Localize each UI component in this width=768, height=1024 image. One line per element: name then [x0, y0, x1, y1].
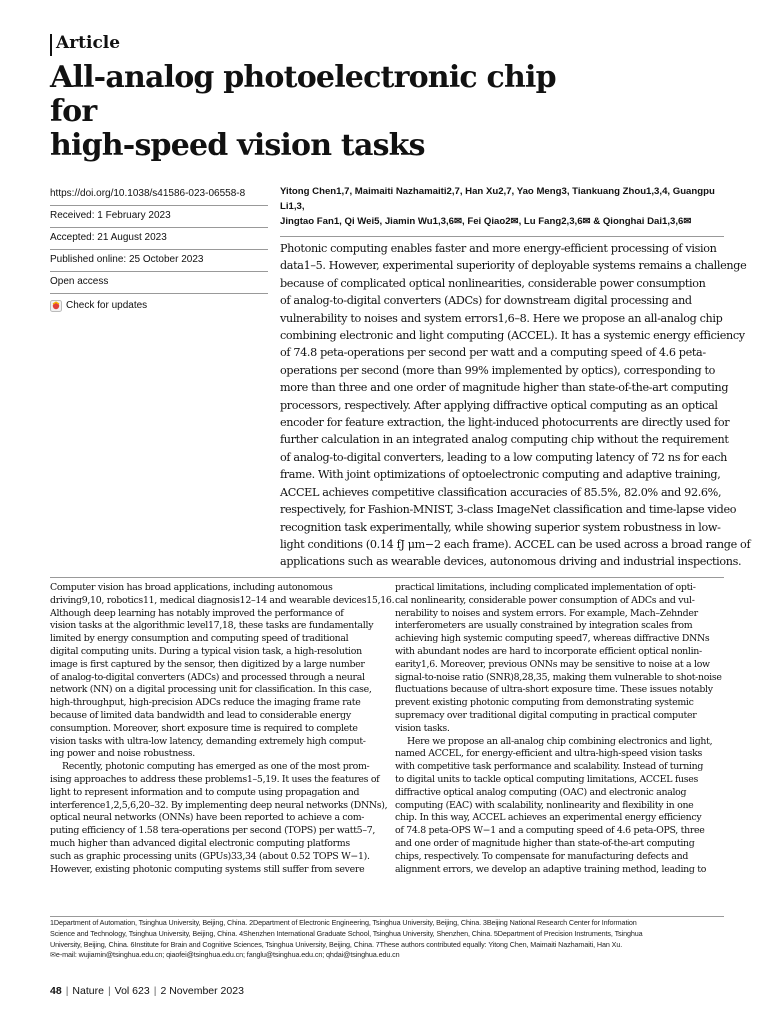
body-text-line: prevent existing photonic computing from demonstrating systemic [395, 697, 694, 709]
body-text-line: fluctuations because of ultra-short exposure time. These issues notably [395, 684, 713, 696]
body-text-line: Although deep learning has notably improved the performance of [50, 607, 344, 619]
abstract-line: vulnerability to noises and system errors1,6–8. Here we propose an all-analog chip [280, 311, 723, 325]
abstract-line: recognition task experimentally, while showing superior system robustness in low- [280, 520, 721, 534]
doi-link[interactable]: https://doi.org/10.1038/s41586-023-06558-8 [50, 184, 268, 206]
body-text-line: much higher than advanced digital electronic computing platforms [50, 837, 350, 849]
body-text-line: of 74.8 peta-OPS W−1 and a computing speed of 4.6 peta-OPS, three [395, 825, 705, 837]
article-type-label: Article [56, 33, 121, 53]
body-text-line: consumption. Moreover, short exposure time is required to complete [50, 722, 358, 734]
abstract-line: of analog-to-digital converters (ADCs) for downstream digital processing and [280, 294, 692, 308]
abstract-line: light conditions (0.14 fJ μm−2 each frame). ACCEL can be used across a broad range of [280, 537, 751, 551]
body-text-line: high-throughput, high-precision ADCs reduce the imaging frame rate [50, 697, 361, 709]
check-updates-link[interactable] [50, 294, 268, 316]
body-text-line: Recently, photonic computing has emerged as one of the most prom- [62, 761, 370, 773]
body-text-line: signal-to-noise ratio (SNR)8,28,35, making them vulnerable to shot-noise [395, 671, 722, 683]
published-date: Published online: 25 October 2023 [50, 250, 268, 272]
abstract-line: frame. With joint optimizations of optoelectronic computing and adaptive training, [280, 468, 721, 482]
journal-volume: Vol 623 [114, 985, 150, 997]
abstract-line: of analog-to-digital converters, leading to a low computing latency of 72 ns for each [280, 450, 728, 464]
body-text-line: alignment errors, we develop an adaptive training method, leading to [395, 863, 707, 875]
body-text-line: vision tasks. [395, 722, 450, 734]
abstract-line: of 74.8 peta-operations per second per watt and a computing speed of 4.6 peta- [280, 346, 706, 360]
body-text-line: chips, respectively. To compensate for manufacturing defects and [395, 850, 689, 862]
body-text-line: cal nonlinearity, considerable power consumption of ADCs and vul- [395, 594, 695, 606]
body-text-line: and one order of magnitude higher than state-of-the-art computing [395, 837, 695, 849]
body-text-line: nerability to noises and system errors. For example, Mach–Zehnder [395, 607, 698, 619]
body-text-line: Here we propose an all-analog chip combining electronics and light, [407, 735, 713, 747]
title-line-2: high-speed vision tasks [50, 128, 425, 163]
affiliations-footnote [50, 918, 730, 961]
body-text-line: earity1,6. Moreover, previous ONNs may be sensitive to noise at a low [395, 658, 710, 670]
accepted-date: Accepted: 21 August 2023 [50, 228, 268, 250]
abstract-rule [280, 236, 724, 237]
body-text-line: However, existing photonic computing systems still suffer from severe [50, 863, 365, 875]
title-line-1: All-analog photoelectronic chip for [50, 60, 556, 129]
footnote-line: 1Department of Automation, Tsinghua University, Beijing, China. 2Department of Electronic Engineering, Tsinghua University, Beijing, China. 3Beijing National Research Center for Information [50, 918, 637, 927]
body-text-line: puting efficiency of 1.58 tera-operations per second (TOPS) per watt5–7, [50, 825, 376, 837]
author-line-1: Yitong Chen1,7, Maimaiti Nazhamaiti2,7, Han Xu2,7, Yao Meng3, Tiankuang Zhou1,3,4, Guangpu Li1,3, [280, 186, 715, 212]
check-updates-icon [50, 300, 62, 312]
body-text-line: computing (EAC) with scalability, nonlinearity and flexibility in one [395, 799, 694, 811]
body-text-line: because of limited data bandwidth and lead to considerable energy [50, 709, 351, 721]
footer-separator: | [65, 985, 69, 997]
body-text-line: chip. In this way, ACCEL achieves an experimental energy efficiency [395, 812, 702, 824]
abstract-line: processors, respectively. After applying diffractive optical computing as an optical [280, 398, 718, 412]
check-updates-label: Check for updates [66, 300, 148, 311]
body-text-line: practical limitations, including complicated implementation of opti- [395, 582, 696, 593]
body-text-line: achieving high systemic computing speed7, whereas diffractive DNNs [395, 633, 710, 645]
abstract-line: operations per second (more than 99% implemented by optics), corresponding to [280, 363, 716, 377]
footnote-line: Science and Technology, Tsinghua University, Beijing, China. 4Shenzhen International Graduate School, Tsinghua University, Shenzhen, China. 5Department of Precision Instruments, Tsinghua [50, 928, 643, 938]
article-meta [50, 184, 268, 316]
footnote-rule [50, 916, 724, 917]
abstract-line: encoder for feature extraction, the light-induced photocurrents are directly used for [280, 416, 730, 430]
body-column-left [50, 582, 395, 876]
footnote-line: University, Beijing, China. 6Institute for Brain and Cognitive Sciences, Tsinghua University, Beijing, China. 7These authors contributed equally: Yitong Chen, Maimaiti Nazhamaiti, Han Xu. [50, 939, 623, 949]
abstract-line: Photonic computing enables faster and more energy-efficient processing of vision [280, 242, 717, 255]
body-text-line: diffractive optical analog computing (OAC) and electronic analog [395, 786, 687, 798]
abstract-line: applications such as wearable devices, autonomous driving and industrial inspections. [280, 555, 742, 569]
body-text-line: Computer vision has broad applications, including autonomous [50, 582, 333, 593]
body-text-line: network (NN) on a digital processing unit for classification. In this case, [50, 684, 372, 696]
body-text-line: such as graphic processing units (GPUs)33,34 (about 0.52 TOPS W−1). [50, 850, 370, 862]
body-text-line: driving9,10, robotics11, medical diagnosis12–14 and wearable devices15,16. [50, 594, 395, 606]
author-line-2: Jingtao Fan1, Qi Wei5, Jiamin Wu1,3,6✉, Fei Qiao2✉, Lu Fang2,3,6✉ & Qionghai Dai1,3,6✉ [280, 216, 692, 227]
body-text-line: vision tasks at the algorithmic level17,18, these tasks are fundamentally [50, 620, 374, 632]
issue-date: 2 November 2023 [160, 985, 244, 997]
footer-separator: | [153, 985, 157, 997]
body-text-line: interference1,2,5,6,20–32. By implementing deep neural networks (DNNs), [50, 799, 388, 811]
author-list [280, 184, 724, 229]
body-text-line: optical neural networks (ONNs) have been reported to achieve a com- [50, 812, 365, 824]
abstract-line: more than three and one order of magnitude higher than state-of-the-art computing [280, 381, 729, 395]
open-access-label: Open access [50, 272, 268, 294]
abstract-line: respectively, for Fashion-MNIST, 3-class ImageNet classification and time-lapse video [280, 503, 737, 517]
body-text-line: vision tasks with ultra-low latency, demanding extremely high comput- [50, 735, 366, 747]
footer-separator: | [107, 985, 111, 997]
page-number: 48 [50, 985, 62, 997]
abstract [280, 240, 751, 571]
article-title [50, 61, 610, 163]
header-rule [50, 34, 52, 56]
body-text-line: with abundant nodes are hard to incorporate efficient optical nonlin- [395, 645, 702, 657]
body-text-line: to digital units to tackle optical computing limitations, ACCEL fuses [395, 773, 699, 785]
abstract-line: ACCEL achieves competitive classification accuracies of 85.5%, 82.0% and 92.6%, [280, 485, 722, 499]
body-text-line: ing power and noise robustness. [50, 748, 195, 760]
body-text-line: limited by energy consumption and computing speed of traditional [50, 633, 349, 645]
body-text-line: with competitive task performance and scalability. Instead of turning [395, 761, 704, 773]
page-footer [50, 985, 244, 997]
body-text-line: ising approaches to address these problems1–5,19. It uses the features of [50, 773, 380, 785]
abstract-line: combining electronic and light computing (ACCEL). It has a systemic energy efficiency [280, 329, 745, 343]
body-text-line: light to represent information and to compute using propagation and [50, 786, 360, 798]
body-text-line: of analog-to-digital converters (ADCs) and processed through a neural [50, 671, 365, 683]
body-text-line: supremacy over traditional digital computing in practical computer [395, 709, 697, 721]
journal-name: Nature [72, 985, 104, 997]
body-rule [50, 577, 724, 578]
body-column-right [395, 582, 725, 876]
received-date: Received: 1 February 2023 [50, 206, 268, 228]
body-text-line: named ACCEL, for energy-efficient and ultra-high-speed vision tasks [395, 748, 703, 760]
abstract-line: data1–5. However, experimental superiority of deployable systems remains a challenge [280, 259, 747, 273]
abstract-line: because of complicated optical nonlinearities, considerable power consumption [280, 276, 706, 290]
footnote-line: ✉e-mail: wujiamin@tsinghua.edu.cn; qiaofei@tsinghua.edu.cn; fanglu@tsinghua.edu.cn; qhdai@tsinghua.edu.cn [50, 950, 400, 960]
body-text-line: interferometers are usually constrained by integration scales from [395, 620, 693, 632]
body-text-line: digital computing units. During a typical vision task, a high-resolution [50, 645, 362, 657]
abstract-line: further calculation in an integrated analog computing chip without the requirement [280, 433, 729, 447]
body-text-line: image is first captured by the sensor, then digitized by a large number [50, 658, 365, 670]
